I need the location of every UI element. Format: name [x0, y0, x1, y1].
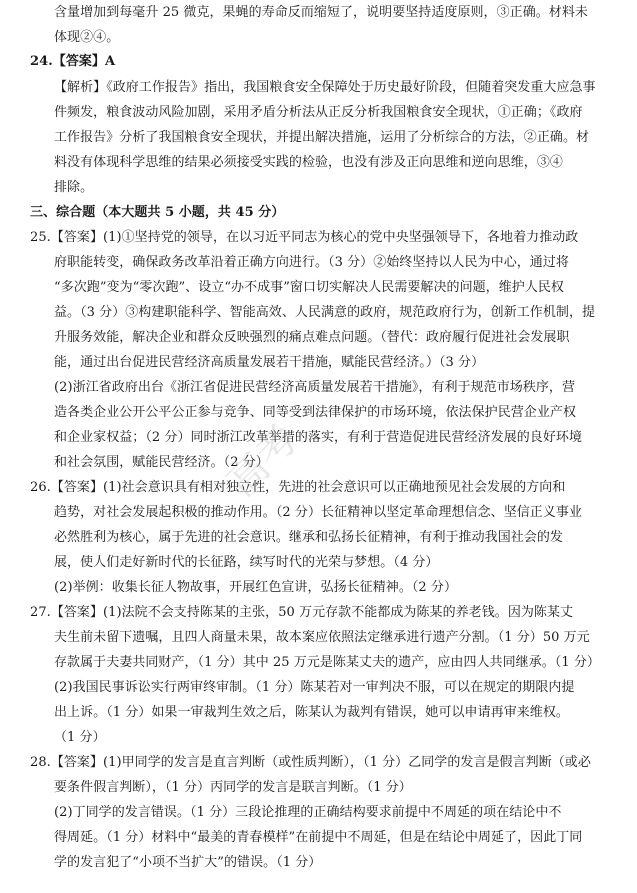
text-line: 体现②④。: [54, 30, 120, 45]
text-line: 造各类企业公开公平公正参与竞争、同等受到法律保护的市场环境，依法保护民营企业产权: [54, 405, 577, 420]
text-line: 和企业家权益；（2 分）同时浙江改革举措的落实，有利于营造促进民营经济发展的良好环境: [54, 430, 583, 445]
text-line: “多次跑”变为“零次跑”、设立“办不成事”窗口切实解决人民需要解决的问题，维护人民权: [54, 280, 564, 295]
text-line: 要条件假言判断），（1 分）丙同学的发言是联言判断。（1 分）: [54, 780, 412, 795]
text-line: 排除。: [54, 180, 94, 195]
text-line: 得周延。（1 分）材料中“最美的青春模样”在前提中不周延，但是在结论中周延了，因此丁同: [54, 830, 583, 845]
question-26-answer: 26.【答案】(1)社会意识具有相对独立性，先进的社会意识可以正确地预见社会发展的方向和: [30, 480, 566, 495]
question-24-answer: 24.【答案】A: [30, 54, 116, 69]
text-line: 必然胜利为核心，属于先进的社会意识。继承和弘扬长征精神，有利于推动我国社会的发: [54, 530, 563, 545]
question-28-answer: 28.【答案】(1)甲同学的发言是直言判断（或性质判断），（1 分）乙同学的发言是假言判断（或必: [30, 755, 591, 770]
text-line: 趋势，对社会发展起积极的推动作用。（2 分）长征精神以坚定革命理想信念、坚信正义事业: [54, 505, 583, 520]
section-heading: 三、综合题（本大题共 5 小题，共 45 分）: [30, 205, 285, 220]
text-line: 工作报告》分析了我国粮食安全现状，并提出解决措施，运用了分析综合的方法，②正确。材: [54, 130, 590, 145]
text-line: (2)丁同学的发言错误。（1 分）三段论推理的正确结构要求前提中不周延的项在结论中不: [54, 805, 562, 820]
text-line: 料没有体现科学思维的结果必须接受实践的检验，也没有涉及正向思维和逆向思维，③④: [54, 155, 563, 170]
text-line: 升服务效能，解决企业和群众反映强烈的痛点难点问题。（替代：政府履行促进社会发展职: [54, 330, 570, 345]
text-line: 益。（3 分）③构建职能科学、智能高效、人民满意的政府，规范政府行为，创新工作机制，提: [54, 305, 596, 320]
text-line: （1 分）: [54, 730, 106, 745]
text-line: 能，通过出台促进民营经济高质量发展若干措施，赋能民营经济。）（3 分）: [54, 355, 485, 370]
text-line: 夫生前未留下遗嘱，且四人商量未果，故本案应依照法定继承进行遗产分割。（1 分）50 万元: [54, 630, 590, 645]
question-25-answer: 25.【答案】(1)①坚持党的领导，在以习近平同志为核心的党中央坚强领导下，各地着力推动政: [30, 230, 579, 245]
text-line: 和社会氛围，赋能民营经济。（2 分）: [54, 455, 269, 470]
text-line: 出上诉。（1 分）如果一审裁判生效之后，陈某认为裁判有错误，她可以申请再审来维权。: [54, 705, 569, 720]
watermark: 高考: [217, 416, 308, 506]
text-line: (2)我国民事诉讼实行两审终审制。（1 分）陈某若对一审判决不服，可以在规定的期限内提: [54, 680, 575, 695]
text-line: 含量增加到每毫升 25 微克，果蝇的寿命反而缩短了，说明要坚持适度原则，③正确。材料未: [54, 5, 588, 20]
text-line: (2)举例：收集长征人物故事，开展红色宣讲，弘扬长征精神。（2 分）: [54, 580, 458, 595]
question-27-answer: 27.【答案】(1)法院不会支持陈某的主张，50 万元存款不能都成为陈某的养老钱。因为陈某丈: [30, 605, 574, 620]
text-line: 存款属于夫妻共同财产，（1 分）其中 25 万元是陈某丈夫的遗产，应由四人共同继承。（1 分）: [54, 655, 600, 670]
text-line: 展，使人们走好新时代的长征路，续写时代的光荣与梦想。（4 分）: [54, 555, 439, 570]
text-line: 学的发言犯了“小项不当扩大”的错误。（1 分）: [54, 855, 322, 870]
question-24-analysis: 【解析】《政府工作报告》指出，我国粮食安全保障处于历史最好阶段，但随着突发重大应急事: [54, 80, 596, 95]
text-line: (2)浙江省政府出台《浙江省促进民营经济高质量发展若干措施》，有利于规范市场秩序，营: [54, 380, 576, 395]
text-line: 府职能转变，确保政务改革沿着正确方向进行。（3 分）②始终坚持以人民为中心，通过将: [54, 255, 569, 270]
text-line: 件频发，粮食波动风险加剧，采用矛盾分析法从正反分析我国粮食安全现状，①正确；《政府: [54, 105, 583, 120]
